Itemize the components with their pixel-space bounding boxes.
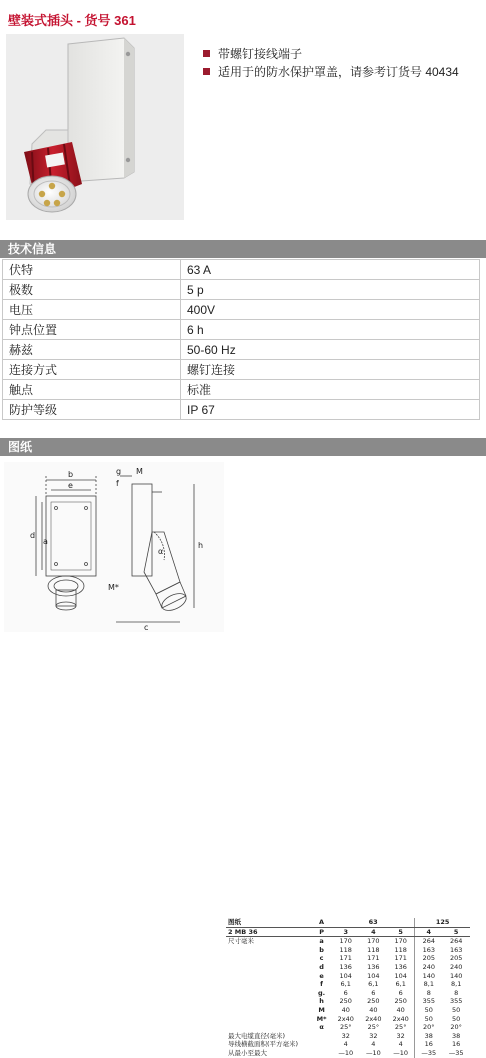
dim-label-mstar: M* bbox=[108, 583, 119, 592]
dim-table-subheader bbox=[226, 927, 470, 937]
dim-table-cell: 264 bbox=[449, 937, 463, 946]
dim-table-cell: M* bbox=[316, 1014, 327, 1023]
spec-value: 螺钉连接 bbox=[181, 360, 480, 380]
dim-table-cell: —35 bbox=[415, 1049, 443, 1058]
dim-table-cell: 6 bbox=[343, 988, 348, 997]
dim-table-row bbox=[226, 1006, 470, 1015]
dim-table-cell: 38 bbox=[415, 1032, 443, 1041]
dim-table-cell: 205 bbox=[449, 954, 463, 963]
table-row bbox=[3, 380, 480, 400]
dim-subheader-cell: 4 bbox=[415, 927, 443, 937]
dim-table-cell: 25° bbox=[367, 1023, 380, 1032]
dim-table-cell: 25° bbox=[394, 1023, 407, 1032]
dim-table-row bbox=[226, 972, 470, 981]
drawing-header: 图纸 bbox=[0, 438, 486, 456]
dim-table-cell bbox=[226, 1015, 311, 1024]
dim-table-cell: 38 bbox=[452, 1031, 461, 1040]
square-bullet-icon bbox=[203, 50, 210, 57]
dim-subheader-cell: 4 bbox=[360, 927, 388, 937]
dim-table-cell: a bbox=[319, 937, 324, 946]
dim-table-cell: 导线横截面积(平方毫米) bbox=[228, 1040, 299, 1049]
dim-header-cell: 图纸 bbox=[226, 918, 311, 927]
dim-table-cell: 32 bbox=[396, 1031, 405, 1040]
dim-table-cell: 25° bbox=[339, 1023, 352, 1032]
dim-table-cell: 4 bbox=[398, 1040, 403, 1049]
feature-list bbox=[203, 44, 459, 80]
dim-subheader-cell: 5 bbox=[442, 927, 470, 937]
spec-label: 钟点位置 bbox=[3, 320, 181, 340]
dim-label-g: g bbox=[116, 467, 122, 476]
dim-table-cell: 170 bbox=[394, 937, 407, 946]
feature-text: 适用于的防水保护罩盖，请参考订货号 40434 bbox=[218, 64, 459, 79]
dim-table-cell: 40 bbox=[341, 1005, 350, 1014]
dim-label-d: d bbox=[30, 531, 36, 540]
dimension-drawing bbox=[4, 462, 224, 632]
dim-table-cell: 50 bbox=[452, 1014, 461, 1023]
dim-table-cell: 140 bbox=[415, 972, 443, 981]
dim-table-cell: 6,1 bbox=[368, 980, 379, 989]
dim-table-cell: 104 bbox=[339, 971, 352, 980]
dim-table-cell: f bbox=[320, 980, 323, 989]
dim-table-cell: 118 bbox=[339, 945, 352, 954]
table-row bbox=[3, 360, 480, 380]
dim-table-cell: —10 bbox=[365, 1048, 381, 1057]
table-row bbox=[3, 320, 480, 340]
dim-table-row bbox=[226, 946, 470, 955]
dim-table-cell: b bbox=[319, 945, 324, 954]
dim-table-cell: 170 bbox=[367, 937, 380, 946]
dim-table-cell: h bbox=[319, 997, 324, 1006]
dim-table-cell bbox=[226, 989, 311, 998]
square-bullet-icon bbox=[203, 68, 210, 75]
dim-table-row bbox=[226, 937, 470, 946]
dim-label-c: c bbox=[144, 623, 149, 632]
dim-label-b: b bbox=[68, 470, 74, 479]
dim-table-cell: 240 bbox=[449, 962, 463, 971]
dim-table-cell: g. bbox=[318, 988, 326, 997]
technical-drawing bbox=[0, 458, 486, 1057]
dim-label-m: M bbox=[136, 467, 143, 476]
dim-table-cell: 6 bbox=[398, 988, 403, 997]
dim-table-cell: 32 bbox=[369, 1031, 378, 1040]
spec-label: 连接方式 bbox=[3, 360, 181, 380]
dim-table-cell: —10 bbox=[338, 1048, 354, 1057]
dim-label-f: f bbox=[116, 479, 119, 488]
dim-table-cell: 32 bbox=[341, 1031, 350, 1040]
spec-value: 5 p bbox=[181, 280, 480, 300]
dim-table-row bbox=[226, 989, 470, 998]
dim-table-row bbox=[226, 1023, 470, 1032]
dim-table-cell: 8 bbox=[454, 988, 459, 997]
dim-table-cell: c bbox=[319, 954, 324, 963]
dim-table-row bbox=[226, 1040, 470, 1049]
spec-value: 50-60 Hz bbox=[181, 340, 480, 360]
table-row bbox=[3, 300, 480, 320]
dim-table-cell: 171 bbox=[394, 954, 407, 963]
dim-table-cell: 40 bbox=[369, 1005, 378, 1014]
dim-table-cell: 118 bbox=[394, 945, 407, 954]
spec-label: 极数 bbox=[3, 280, 181, 300]
feature-item bbox=[203, 44, 459, 62]
table-row bbox=[3, 280, 480, 300]
dim-table-cell: 尺寸毫米 bbox=[228, 937, 254, 946]
dim-table-cell: 170 bbox=[339, 937, 352, 946]
spec-label: 触点 bbox=[3, 380, 181, 400]
dim-table-cell: 50 bbox=[415, 1015, 443, 1024]
spec-label: 防护等级 bbox=[3, 400, 181, 420]
dim-table-cell: 140 bbox=[449, 971, 463, 980]
dim-table-cell: 136 bbox=[394, 962, 407, 971]
dim-table-cell: 104 bbox=[394, 971, 407, 980]
dim-table-cell: 8 bbox=[415, 989, 443, 998]
table-row bbox=[3, 260, 480, 280]
dim-label-e: e bbox=[68, 481, 73, 490]
tech-spec-table bbox=[2, 259, 480, 420]
dim-table-cell: 163 bbox=[449, 945, 463, 954]
dim-table-cell bbox=[226, 954, 311, 963]
dim-table-cell: 205 bbox=[415, 954, 443, 963]
dim-header-cell: 63 bbox=[332, 918, 415, 927]
dim-table-cell: e bbox=[319, 971, 324, 980]
dim-table-cell: 4 bbox=[371, 1040, 376, 1049]
dim-table-cell: 2x40 bbox=[365, 1014, 382, 1023]
spec-label: 赫兹 bbox=[3, 340, 181, 360]
dim-table-cell bbox=[311, 1040, 332, 1049]
page-title: 壁装式插头 - 货号 361 bbox=[8, 13, 136, 28]
dim-table-cell: 118 bbox=[367, 945, 380, 954]
dim-table-row bbox=[226, 954, 470, 963]
dim-table-cell: 50 bbox=[415, 1006, 443, 1015]
dim-table-cell: 6,1 bbox=[395, 980, 406, 989]
dim-table-cell: 40 bbox=[396, 1005, 405, 1014]
tech-info-header: 技术信息 bbox=[0, 240, 486, 258]
dim-table-cell bbox=[226, 946, 311, 955]
dim-table-cell: 6 bbox=[371, 988, 376, 997]
dim-table-cell: 171 bbox=[339, 954, 352, 963]
dim-header-cell: A bbox=[311, 918, 332, 927]
dim-table-row bbox=[226, 980, 470, 989]
spec-value: 63 A bbox=[181, 260, 480, 280]
dim-table-cell: 20° bbox=[415, 1023, 443, 1032]
spec-label: 电压 bbox=[3, 300, 181, 320]
dim-table-header bbox=[226, 918, 470, 927]
dim-table-cell: α bbox=[319, 1023, 324, 1032]
dim-table-cell: 240 bbox=[415, 963, 443, 972]
dim-table-cell bbox=[311, 1049, 332, 1058]
product-image bbox=[6, 34, 184, 220]
dim-table-cell bbox=[226, 997, 311, 1006]
dim-table-cell: 16 bbox=[415, 1040, 443, 1049]
dim-table-row bbox=[226, 997, 470, 1006]
dim-table-cell: 2x40 bbox=[392, 1014, 409, 1023]
dim-table-cell: 16 bbox=[452, 1040, 461, 1049]
dim-table-cell: 4 bbox=[343, 1040, 348, 1049]
dim-subheader-cell: 3 bbox=[332, 927, 360, 937]
dim-label-h: h bbox=[198, 541, 204, 550]
dim-table-cell bbox=[226, 972, 311, 981]
dim-table-cell: 355 bbox=[415, 997, 443, 1006]
spec-value: 标准 bbox=[181, 380, 480, 400]
dim-table-cell: 136 bbox=[339, 962, 352, 971]
table-row bbox=[3, 340, 480, 360]
dim-table-cell: 6,1 bbox=[340, 980, 351, 989]
dim-table-cell bbox=[226, 1023, 311, 1032]
feature-item bbox=[203, 62, 459, 80]
spec-value: 400V bbox=[181, 300, 480, 320]
dim-table-cell: 8,1 bbox=[451, 980, 462, 989]
dim-table-cell: 250 bbox=[339, 997, 352, 1006]
dim-table-cell: 20° bbox=[450, 1023, 462, 1032]
dim-table-row bbox=[226, 963, 470, 972]
dim-table-cell: —35 bbox=[448, 1048, 464, 1057]
dim-table-cell: 264 bbox=[415, 937, 443, 946]
spec-value: 6 h bbox=[181, 320, 480, 340]
dim-table-cell: 最大电缆直径(毫米) bbox=[228, 1031, 286, 1040]
spec-label: 伏特 bbox=[3, 260, 181, 280]
dim-table-cell: 163 bbox=[415, 946, 443, 955]
dim-subheader-cell: 2 MB 36 bbox=[226, 927, 311, 937]
spec-value: IP 67 bbox=[181, 400, 480, 420]
dim-table-cell: 从最小至最大 bbox=[228, 1048, 267, 1057]
wall-socket-illustration bbox=[6, 34, 184, 220]
dim-table-row bbox=[226, 1015, 470, 1024]
dim-table-cell: 136 bbox=[367, 962, 380, 971]
dim-table-row bbox=[226, 1049, 470, 1058]
dim-table-cell: 250 bbox=[394, 997, 407, 1006]
dim-table-cell: d bbox=[319, 962, 324, 971]
dim-subheader-cell: 5 bbox=[387, 927, 415, 937]
dim-table-cell: 50 bbox=[452, 1005, 461, 1014]
dim-table-cell: 2x40 bbox=[337, 1014, 354, 1023]
dim-table-cell bbox=[311, 1032, 332, 1041]
dim-table-cell: 250 bbox=[367, 997, 380, 1006]
table-row bbox=[3, 400, 480, 420]
dim-table-cell: 355 bbox=[449, 997, 463, 1006]
dim-table-cell: 171 bbox=[367, 954, 380, 963]
dim-table-cell: M bbox=[318, 1005, 325, 1014]
feature-text: 带螺钉接线端子 bbox=[218, 46, 303, 61]
dim-table-cell bbox=[226, 963, 311, 972]
dim-table-cell bbox=[226, 1006, 311, 1015]
dim-subheader-cell: P bbox=[311, 927, 332, 937]
dim-table-cell: 104 bbox=[367, 971, 380, 980]
dim-table-cell: —10 bbox=[393, 1048, 409, 1057]
dimension-table bbox=[226, 918, 470, 1058]
dim-table-cell: 8,1 bbox=[415, 980, 443, 989]
dim-label-alpha: α bbox=[158, 547, 164, 556]
dim-header-cell: 125 bbox=[415, 918, 470, 927]
dim-label-a: a bbox=[43, 537, 48, 546]
dim-table-cell bbox=[226, 980, 311, 989]
